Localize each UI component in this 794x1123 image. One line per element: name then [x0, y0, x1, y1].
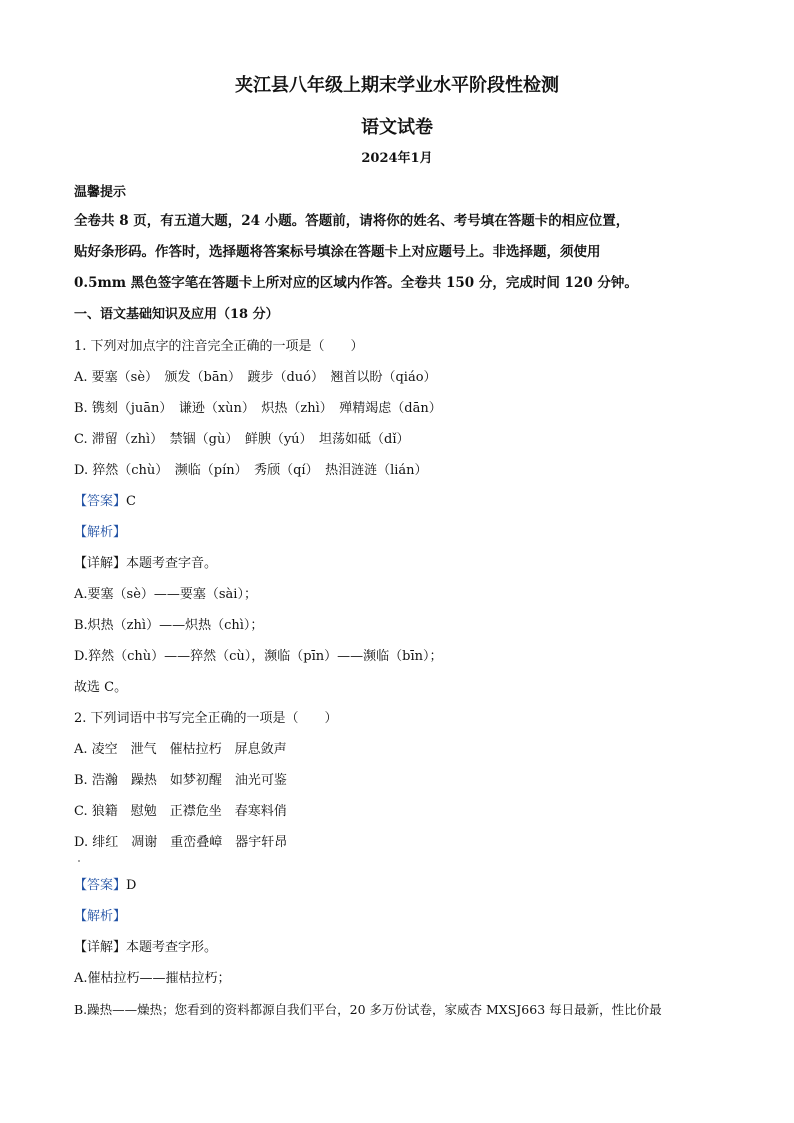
answer-tag: 【答案】 — [74, 494, 127, 509]
question-2-option-d: D. 绯红 凋谢 重峦叠嶂 器宇轩昂 — [74, 835, 288, 850]
question-2-option-c: C. 狼籍 慰勉 正襟危坐 春寒料俏 — [74, 804, 287, 819]
notice-line-3: 0.5mm 黑色签字笔在答题卡上所对应的区域内作答。全卷共 150 分，完成时间 120 分钟。 — [74, 275, 638, 291]
question-1-detail-line-3: D.猝然（chù）——猝然（cù），濒临（pīn）——濒临（bīn）； — [74, 649, 443, 664]
answer-tag: 【答案】 — [74, 878, 127, 893]
detail-tag: 【详解】 — [74, 940, 127, 955]
question-2-detail-line-1: A.催枯拉朽——摧枯拉朽； — [74, 971, 231, 986]
question-1-option-d: D. 猝然（chù） 濒临（pín） 秀颀（qí） 热泪涟涟（lián） — [74, 463, 428, 478]
question-1-answer — [74, 493, 136, 511]
question-1-stem: 1. 下列对加点字的注音完全正确的一项是（ ） — [74, 339, 364, 354]
exam-date: 2024年1月 — [361, 151, 433, 166]
question-1-option-a: A. 要塞（sè） 颁发（bān） 踱步（duó） 翘首以盼（qiáo） — [74, 370, 437, 385]
page-title: 夹江县八年级上期末学业水平阶段性检测 — [235, 75, 559, 96]
stray-dot — [78, 860, 80, 862]
question-1-analysis-tag: 【解析】 — [74, 525, 127, 540]
answer-value: D — [126, 878, 137, 893]
question-2-detail-line-2: B.躁热——燥热；您看到的资料都源自我们平台，20 多万份试卷，家威杏 MXSJ663 每日最新，性比价最 — [74, 1002, 662, 1017]
question-2-answer — [74, 877, 136, 895]
notice-line-1: 全卷共 8 页，有五道大题，24 小题。答题前，请将你的姓名、考号填在答题卡的相应位置， — [74, 213, 630, 229]
section-heading: 一、语文基础知识及应用（18 分） — [74, 307, 279, 322]
detail-tag: 【详解】 — [74, 556, 127, 571]
question-1-detail-line-2: B.炽热（zhì）——炽热（chì）； — [74, 618, 264, 633]
question-2-detail — [74, 939, 217, 957]
notice-line-2: 贴好条形码。作答时，选择题将答案标号填涂在答题卡上对应题号上。非选择题，须使用 — [74, 244, 601, 260]
question-2-option-b: B. 浩瀚 躁热 如梦初醒 油光可鉴 — [74, 773, 287, 788]
question-1-option-b: B. 镌刻（juān） 谦逊（xùn） 炽热（zhì） 殚精竭虑（dān） — [74, 401, 442, 416]
detail-intro: 本题考查字音。 — [126, 556, 218, 571]
page-subtitle: 语文试卷 — [361, 117, 433, 138]
question-1-detail — [74, 555, 217, 573]
notice-heading: 温馨提示 — [74, 185, 127, 200]
question-2-stem: 2. 下列词语中书写完全正确的一项是（ ） — [74, 711, 338, 726]
answer-value: C — [126, 494, 136, 509]
question-2-analysis-tag: 【解析】 — [74, 909, 127, 924]
question-1-conclusion: 故选 C。 — [74, 680, 128, 695]
question-1-detail-line-1: A.要塞（sè）——要塞（sài）； — [74, 587, 257, 602]
question-1-option-c: C. 滞留（zhì） 禁锢（gù） 鲜腴（yú） 坦荡如砥（dǐ） — [74, 432, 410, 447]
question-2-option-a: A. 凌空 泄气 催枯拉朽 屏息敛声 — [74, 742, 287, 757]
detail-intro: 本题考查字形。 — [126, 940, 218, 955]
